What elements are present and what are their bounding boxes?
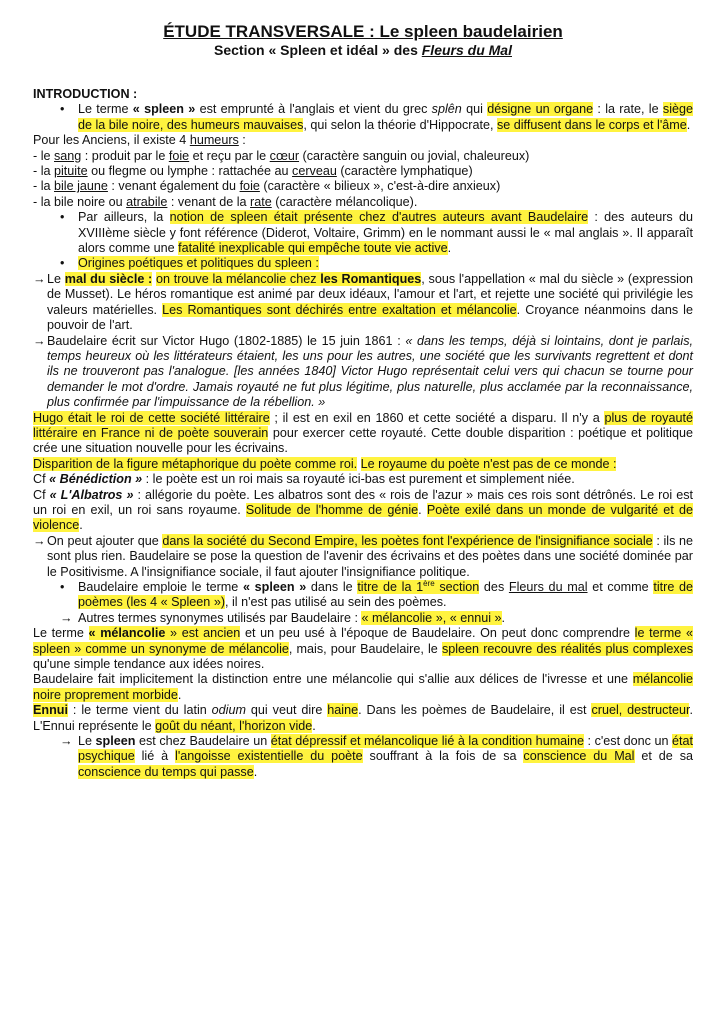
text: Cf [33,472,50,487]
subtitle-text: Section « Spleen et idéal » des [214,42,422,58]
section-origines [33,256,693,271]
paragraph-distinction [33,672,693,703]
highlight: titre de poèmes (les 4 « Spleen ») [78,580,693,610]
text: Pour les Anciens, il existe 4 [33,133,190,148]
document-page [33,22,693,780]
text: . [418,502,427,517]
highlight: est ancien [181,626,241,641]
text: souffrant à la fois de sa [362,749,524,764]
term: cerveau [292,164,337,179]
humeur-line-bile-jaune [33,179,693,194]
highlight: plus de royauté littéraire en France ni de poète souverain [33,410,693,440]
highlight: état psychique [78,734,694,764]
paragraph-melancolie [33,626,693,672]
term-splen: splên [431,102,462,117]
paragraph-spleen-before-baudelaire [33,210,693,256]
highlight: l'angoisse existentielle du poète [175,749,363,764]
text: titre de la 1 [357,580,424,594]
poem-title: « Bénédiction » [49,472,143,487]
highlight: notion de spleen était présente chez d'autres auteurs avant Baudelaire [169,210,589,225]
paragraph-hugo-roi [33,411,693,457]
text: Baudelaire écrit sur Victor Hugo (1802-1885) le 15 juin 1861 : [47,333,406,348]
text: - la [33,179,54,194]
highlight: Hugo était le roi de cette société littéraire [33,410,270,425]
quote: « dans les temps, déjà si lointains, dont je parlais, temps heureux où les littérateurs étaient, les uns pour les autres, une société que les survivants regrettent et dont ils ne trouveront pas l'analogue. [les années 1840] Victor Hugo représentait celui vers qui chacun se tourne pour demander le mot d'ordre. Jamais royauté ne fut plus légitime, plus naturelle, plus acclamée par la reconnaissance, plus confirmée par l'impuissance de la rébellion. » [47,333,694,410]
text: pour exercer cette royauté. Cette double disparition : poétique et politique crée une situation nouvelle pour les écrivains. [33,425,693,456]
paragraph-terme-spleen [33,580,693,611]
text: qui veut dire [245,703,328,718]
highlight: Poète exilé dans un monde de vulgarité et de violence [33,502,693,533]
book-title: Fleurs du mal [508,580,588,594]
text: . [79,518,83,533]
text: section [434,580,480,594]
term: atrabile [126,194,168,209]
text: . L'Ennui représente le [33,703,693,733]
text: , sous l'appellation « mal du siècle » (expression de Musset). Le héros romantique est animé par deux idéaux, l'amour et l'art, et rejette une société qui privilégie les valeurs matérielles. [47,271,693,317]
highlight: état dépressif et mélancolique lié à la condition humaine [270,734,584,749]
highlight: spleen recouvre des réalités plus complexes [441,641,693,656]
text: , qui selon la théorie d'Hippocrate, [303,117,497,132]
text: - la bile noire ou [33,194,127,209]
text: : ils ne sont plus rien. Baudelaire se pose la question de l'avenir des écrivains et des poètes dans une société dominée par le Positivisme. A l'insignifiance sociale, il faut ajouter l'insignifiance politique. [47,533,694,579]
text: Le terme [78,102,133,117]
text: et un peu usé à l'époque de Baudelaire. On peut donc comprendre [240,626,635,641]
text: ou flegme ou lymphe : rattachée au [87,164,293,179]
text: , il n'est pas utilisé au sein des poèmes. [225,595,447,610]
paragraph-spleen-origin [33,102,693,133]
text: , mais, pour Baudelaire, le [288,641,442,656]
text: dans le [306,580,358,594]
text: est chez Baudelaire un [135,734,271,749]
text: . [253,764,258,779]
text: Par ailleurs, la [78,210,170,225]
text: et reçu par le [189,148,270,163]
text: Le [78,734,96,749]
paragraph-synonymes [33,611,693,626]
text: Baudelaire emploie le terme [78,580,243,594]
text: : venant également du [107,179,240,194]
term: bile jaune [54,179,108,194]
highlight: Origines poétiques et politiques du spleen : [78,256,319,271]
text: Le [47,271,65,286]
term: foie [168,148,190,163]
paragraph-ennui [33,703,693,734]
text: : allégorie du poète. Les albatros sont des « rois de l'azur » mais ces rois sont détrônés. Le roi est un roi en exil, un roi sans royaume. [33,487,694,517]
text: : produit par le [81,148,169,163]
term-spleen: « spleen » [132,102,196,117]
text: . [501,610,506,625]
highlight: fatalité inexplicable qui empêche toute vie active [178,241,448,256]
highlight: mélancolie noire proprement morbide [33,672,693,702]
page-subtitle [33,42,693,59]
text: qui [461,102,488,117]
text: lié à [134,749,176,764]
text: . [447,241,452,256]
text: (caractère « bilieux », c'est-à-dire anxieux) [259,179,501,194]
highlight: Solitude de l'homme de génie [245,502,419,517]
highlight: désigne un organe [487,102,594,117]
text: . [177,687,182,702]
term-ennui: Ennui [33,703,68,718]
text: Autres termes synonymes utilisés par Baudelaire : [78,610,362,625]
term-romantiques: les Romantiques [320,271,422,286]
text: est emprunté à l'anglais et vient du grec [195,102,432,117]
term: rate [250,194,272,209]
paragraph-benediction [33,472,693,487]
paragraph-second-empire [33,534,693,580]
highlight: Disparition de la figure métaphorique du poète comme roi. [33,456,358,471]
text: des [479,580,509,594]
text: Baudelaire fait implicitement la distinction entre une mélancolie qui s'allie aux délices de l'ivresse et une [33,672,633,687]
text: . Dans les poèmes de Baudelaire, il est [358,703,592,718]
paragraph-hugo-quote [33,334,693,411]
text: Le terme [33,626,89,641]
term: foie [239,179,260,194]
text: et de sa [634,749,693,764]
term-humeurs: humeurs [189,133,239,148]
term: pituite [54,164,88,179]
term-mal-du-siecle: mal du siècle : [64,271,153,286]
term: sang [54,148,82,163]
highlight: Les Romantiques sont déchirés entre exaltation et mélancolie [162,302,517,317]
humeur-line-sang [33,149,693,164]
paragraph-mal-du-siecle [33,272,693,334]
text: : c'est donc un [584,734,672,749]
subtitle-book-title: Fleurs du Mal [421,42,512,58]
text: et comme [587,580,654,594]
text: . [312,718,316,733]
text: qu'une simple tendance aux idées noires. [33,657,265,672]
highlight: dans la société du Second Empire, les poètes font l'expérience de l'insignifiance sociale [162,533,653,548]
text: : [238,133,246,148]
term: cœur [269,148,300,163]
highlight: siège de la bile noire, des humeurs mauvaises [78,102,694,132]
highlight: goût du néant, l'horizon vide [155,718,313,733]
text: (caractère mélancolique). [271,194,418,209]
highlight: se diffusent dans le corps et l'âme [496,117,687,132]
paragraph-albatros [33,488,693,534]
text: On peut ajouter que [47,533,163,548]
text: : le terme vient du latin [67,703,212,718]
highlight: conscience du temps qui passe [78,764,254,779]
term-odium: odium [211,703,246,718]
page-title: ÉTUDE TRANSVERSALE : Le spleen baudelairien [163,22,563,41]
highlight: on trouve la mélancolie chez [155,271,321,286]
term-melancolie: « mélancolie [88,626,166,641]
superscript: ère [423,578,435,588]
highlight: Le royaume du poète n'est pas de ce monde : [360,456,617,471]
highlight: » [165,626,182,641]
text: : la rate, le [593,102,663,117]
text: (caractère sanguin ou jovial, chaleureux) [299,148,530,163]
text: Cf [33,487,50,502]
text: ; il est en exil en 1860 et cette société a disparu. Il n'y a [269,410,605,425]
paragraph-spleen-definition [33,734,693,780]
highlight [357,580,479,594]
highlight: haine [327,703,359,718]
highlight: le terme « spleen » comme un synonyme de mélancolie [33,626,693,656]
poem-title: « L'Albatros » [49,487,134,502]
humeur-line-pituite [33,164,693,179]
text: . Croyance néanmoins dans le pouvoir de l'art. [47,302,693,333]
intro-heading: INTRODUCTION : [33,87,138,101]
text: - la [33,164,54,179]
paragraph-disparition [33,457,693,472]
text: (caractère lymphatique) [336,164,473,179]
term-spleen: « spleen » [242,580,307,594]
term-spleen: spleen [95,734,136,749]
text: : venant de la [167,194,251,209]
text: : le poète est un roi mais sa royauté ici-bas est purement et simplement niée. [142,472,575,487]
text: - le [33,148,54,163]
humeur-line-atrabile [33,195,693,210]
humeurs-intro [33,133,693,148]
highlight: cruel, destructeur [591,703,690,718]
highlight: « mélancolie », « ennui » [361,610,502,625]
highlight: conscience du Mal [523,749,635,764]
text: . [686,117,691,132]
text: : des auteurs du XVIIIème siècle y font référence (Diderot, Voltaire, Grimm) en le nommant aussi le « mal anglais ». Il apparaît alors comme une [78,210,693,256]
